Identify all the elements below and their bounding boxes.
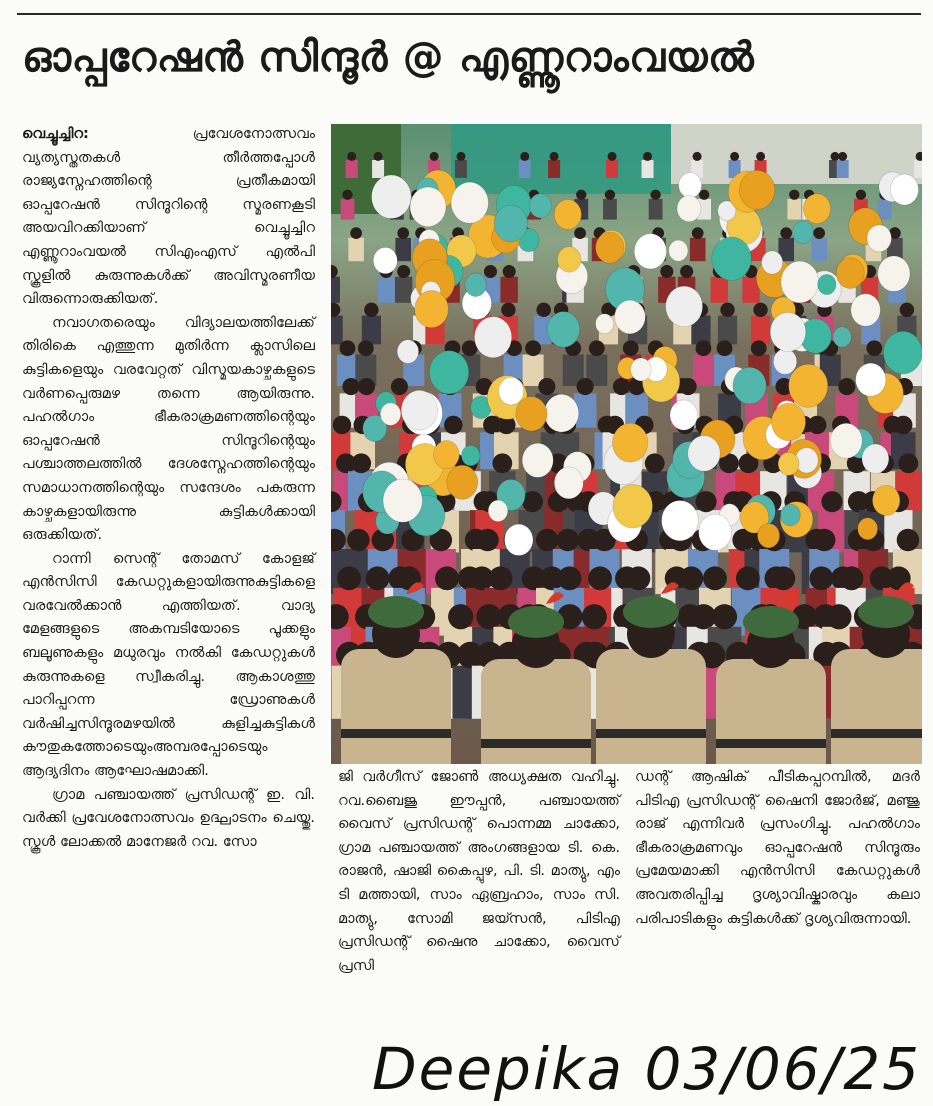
paragraph-3: റാന്നി സെന്റ് തോമസ് കോളജ് എൻസിസി കേഡറ്റുകളായിരുന്നുകുട്ടികളെ വരവേൽക്കാൻ എത്തിയത്. വാദ്യ മേളങ്ങളുടെ അകമ്പടിയോടെ പൂക്കളും ബലൂണുകളും മധുരവും നൽകി കേഡറ്റുകൾ കുരുന്നുകളെ സ്വീകരിച്ചു. ആകാശത്തു പാറിപ്പറന്ന ഡ്രോണുകൾ വർഷിച്ചസിന്ദൂരമഴയിൽ കുളിച്ചകുട്ടികൾ കൗതുകത്തോടെയുംഅമ്പരപ്പോടെയും ആദ്യദിനം ആഘോഷമാക്കി.	[22, 549, 315, 780]
article-column-3: ഡന്റ് ആഷിക് പീടികപ്പറമ്പിൽ, മദർ പിടിഎ പ്രസിഡന്റ് ഷൈനി ജോർജ്, മഞ്ജു രാജ് എന്നിവർ പ്രസംഗിച്ചു. പഹൽഗാം ഭീകരാക്രമണവും ഓപ്പറേഷൻ സിന്ദൂരും പ്രമേയമാക്കി എൻസിസി കേഡറ്റുകൾ അവതരിപ്പിച്ച ദൃശ്യാവിഷ്കാരവും കലാ പരിപാടികളും കുട്ടികൾക്ക് ദൃശ്യവിരുന്നായി.	[635, 768, 920, 927]
top-rule	[17, 13, 921, 15]
handwritten-signature: Deepika 03/06/25	[372, 1035, 922, 1103]
photo-illustration	[331, 124, 922, 764]
article-column-2: ജി വർഗീസ് ജോൺ അധ്യക്ഷത വഹിച്ചു. റവ.ബൈജു ഈപ്പൻ, പഞ്ചായത്ത് വൈസ് പ്രസിഡന്റ് പൊന്നമ്മ ചാക്കോ, ഗ്രാമ പഞ്ചായത്ത് അംഗങ്ങളായ ടി. കെ. രാജൻ, ഷാജി കൈപ്പുഴ, പി. ടി. മാത്യു, എം ടി മത്തായി, സാം ഏബ്രഹാം, സാം സി. മാത്യു, സോമി ജയ്സൻ, പിടിഎ പ്രസിഡന്റ് ഷൈനു ചാക്കോ, വൈസ് പ്രസി	[338, 768, 620, 974]
paragraph-2: നവാഗതരെയും വിദ്യാലയത്തിലേക്ക് തിരികെ എത്തുന്ന മുതിർന്ന ക്ലാസിലെ കുട്ടികളെയും വരവേറ്റത് വിസ്മയകാഴ്ചകളുടെ വർണപ്പെരുമഴ തന്നെ ആയിരുന്നു. പഹൽഗാം ഭീകരാക്രമണത്തിന്റെയും ഓപ്പറേഷൻ സിന്ദൂറിന്റെയും പശ്ചാത്തലത്തിൽ ദേശസ്നേഹത്തിന്റെയും സമാധാനത്തിന്റെയും സന്ദേശം പകരുന്ന കാഴ്ചകളായിരുന്നു കുട്ടികൾക്കായി ഒരുക്കിയത്.	[22, 313, 315, 544]
paragraph-4: ഗ്രാമ പഞ്ചായത്ത് പ്രസിഡന്റ് ഇ. വി. വർക്കി പ്രവേശനോത്സവം ഉദ്ഘാടനം ചെയ്തു. സ്കൂൾ ലോക്കൽ മാനേജർ റവ. സോ	[22, 785, 315, 850]
event-photo	[331, 124, 922, 764]
paragraph-1-text: പ്രവേശനോത്സവം വ്യത്യസ്തതകൾ തീർത്തപ്പോൾ രാജ്യസ്നേഹത്തിന്റെ പ്രതീകമായി ഓപ്പറേഷൻ സിന്ദൂറിന്റെ സ്മരണകൂടി അയവിറക്കിയാണ് വെച്ചൂച്ചിറ എണ്ണൂറാംവയൽ സിഎംഎസ് എൽപി സ്കൂളിൽ കുരുന്നുകൾക്ക് അവിസ്മരണീയ വിരുന്നൊരുക്കിയത്.	[22, 125, 315, 308]
dateline: വെച്ചൂച്ചിറ:	[22, 125, 89, 142]
headline: ഓപ്പറേഷൻ സിന്ദൂർ @ എണ്ണൂറാംവയൽ	[22, 33, 755, 81]
paragraph-1	[22, 122, 315, 311]
article-column-1	[22, 122, 315, 853]
